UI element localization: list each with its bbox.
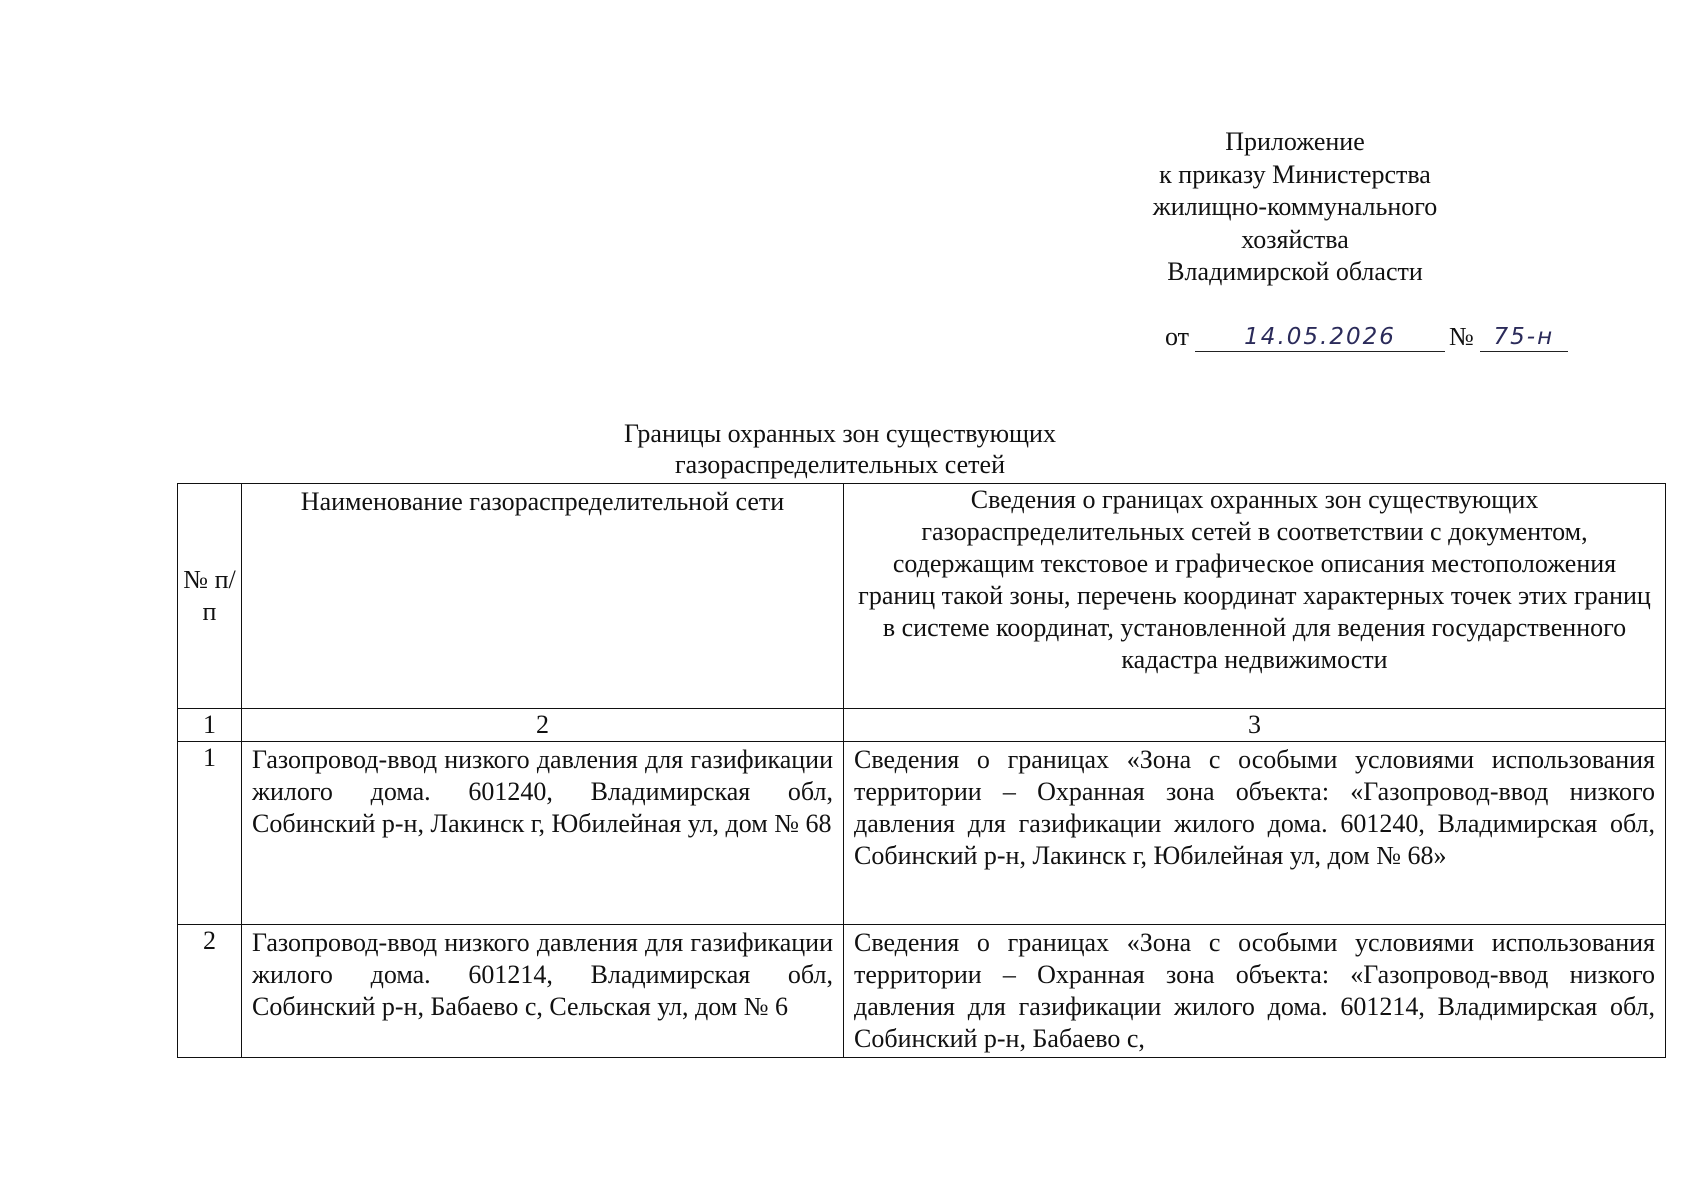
table-row — [178, 742, 1666, 925]
appendix-line: Владимирской области — [1167, 257, 1423, 286]
appendix-line: хозяйства — [1241, 224, 1349, 254]
column-numbers-row — [178, 709, 1666, 742]
appendix-block — [1150, 126, 1440, 289]
header-name: Наименование газораспределительной сети — [242, 484, 844, 709]
document-title — [560, 418, 1120, 480]
header-num: № п/п — [178, 484, 242, 709]
title-line-1: Границы охранных зон существующих — [624, 419, 1056, 448]
header-info: Сведения о границах охранных зон существующих газораспределительных сетей в соответствии с документом, содержащим текстовое и графическое описания местоположения границ такой зоны, перечень координат характерных точек этих границ в системе координат, установленной для ведения государственного кадастра недвижимости — [844, 484, 1666, 709]
appendix-line: к приказу Министерства — [1159, 159, 1431, 189]
table-header-row — [178, 484, 1666, 709]
row-name: Газопровод-ввод низкого давления для газификации жилого дома. 601240, Владимирская обл, Собинский р-н, Лакинск г, Юбилейная ул, дом № 68 — [242, 742, 844, 925]
order-number-handwritten: 75-н — [1480, 323, 1568, 352]
row-name: Газопровод-ввод низкого давления для газификации жилого дома. 601214, Владимирская обл, Собинский р-н, Бабаево с, Сельская ул, дом № 6 — [242, 925, 844, 1058]
appendix-line: жилищно-коммунального — [1152, 192, 1438, 221]
title-line-2: газораспределительных сетей — [674, 450, 1005, 479]
order-reference — [1165, 322, 1568, 352]
column-number: 1 — [178, 709, 242, 742]
protection-zones-table — [177, 483, 1666, 1058]
order-number-label: № — [1449, 322, 1474, 351]
order-date-handwritten: 14.05.2026 — [1195, 323, 1445, 352]
order-from-label: от — [1165, 322, 1190, 351]
appendix-line: Приложение — [1225, 127, 1365, 156]
row-num: 2 — [178, 925, 242, 1058]
row-num: 1 — [178, 742, 242, 925]
row-info: Сведения о границах «Зона с особыми условиями использования территории – Охранная зона объекта: «Газопровод-ввод низкого давления для газификации жилого дома. 601240, Владимирская обл, Собинский р-н, Лакинск г, Юбилейная ул, дом № 68» — [844, 742, 1666, 925]
column-number: 3 — [844, 709, 1666, 742]
column-number: 2 — [242, 709, 844, 742]
row-info: Сведения о границах «Зона с особыми условиями использования территории – Охранная зона объекта: «Газопровод-ввод низкого давления для газификации жилого дома. 601214, Владимирская обл, Собинский р-н, Бабаево с, — [844, 925, 1666, 1058]
table-row — [178, 925, 1666, 1058]
